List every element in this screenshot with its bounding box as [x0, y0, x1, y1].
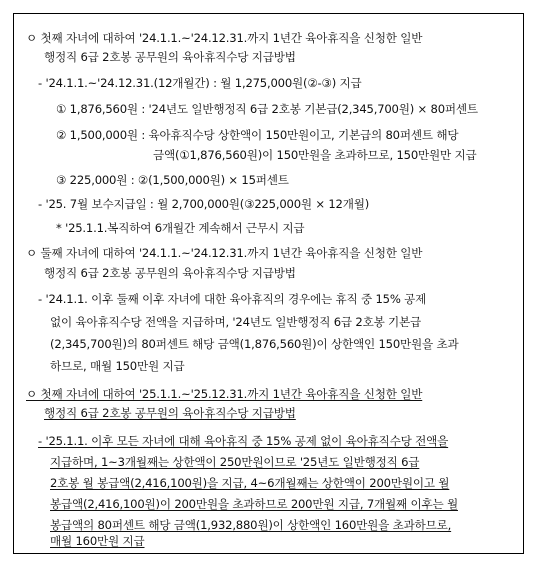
section-3-item-2: 지급하며, 1~3개월째는 상한액이 250만원이므로 '25년도 일반행정직 6급 — [50, 455, 420, 469]
section-2-item-2: 없이 육아휴직수당 전액을 지급하며, '24년도 일반행정직 6급 2호봉 기본급 — [50, 315, 422, 329]
section-1-item-3: ② 1,500,000원 : 육아휴직수당 상한액이 150만원이고, 기본급의 80퍼센트 해당 — [56, 128, 459, 142]
notice-box — [13, 13, 524, 554]
section-3-item-6: 매월 160만원 지급 — [50, 534, 145, 548]
section-1-item-2: ① 1,876,560원 : '24년도 일반행정직 6급 2호봉 기본급(2,345,700원) × 80퍼센트 — [56, 102, 478, 116]
section-3-item-3: 2호봉 월 봉급액(2,416,100원)을 지급, 4~6개월째는 상한액이 200만원이고 월 — [50, 476, 450, 490]
section-3-item-5: 봉급액의 80퍼센트 해당 금액(1,932,880원)이 상한액인 160만원을 초과하므로, — [50, 518, 452, 532]
section-1-heading-line-1: ㅇ 첫째 자녀에 대하여 '24.1.1.~'24.12.31.까지 1년간 육아휴직을 신청한 일반 — [26, 31, 423, 45]
section-1-item-6: * '25.1.1.복직하여 6개월간 계속해서 근무시 지급 — [56, 221, 305, 235]
section-3-heading-line-2: 행정직 6급 2호봉 공무원의 육아휴직수당 지급방법 — [44, 406, 296, 420]
section-2-item-4: 하므로, 매월 150만원 지급 — [50, 359, 185, 373]
section-1-item-5: - '25. 7월 보수지급일 : 월 2,700,000원(③225,000원 × 12개월) — [38, 197, 370, 211]
section-1-item-4: ③ 225,000원 : ②(1,500,000원) × 15퍼센트 — [56, 173, 289, 187]
section-3-item-1: - '25.1.1. 이후 모든 자녀에 대해 육아휴직 중 15% 공제 없이 육아휴직수당 전액을 — [38, 434, 449, 448]
section-2-heading-line-2: 행정직 6급 2호봉 공무원의 육아휴직수당 지급방법 — [44, 266, 296, 280]
section-1-item-3-cont: 금액(①1,876,560원)이 150만원을 초과하므로, 150만원만 지급 — [153, 148, 477, 162]
section-2-heading-line-1: ㅇ 둘째 자녀에 대하여 '24.1.1.~'24.12.31.까지 1년간 육아휴직을 신청한 일반 — [26, 246, 423, 260]
section-2-item-3: (2,345,700원)의 80퍼센트 해당 금액(1,876,560원)이 상한액인 150만원을 초과 — [50, 337, 459, 351]
section-2-item-1: - '24.1.1. 이후 둘째 이후 자녀에 대한 육아휴직의 경우에는 휴직 중 15% 공제 — [38, 292, 427, 306]
section-1-heading-line-2: 행정직 6급 2호봉 공무원의 육아휴직수당 지급방법 — [44, 50, 296, 64]
section-3-heading-line-1: ㅇ 첫째 자녀에 대하여 '25.1.1.~'25.12.31.까지 1년간 육아휴직을 신청한 일반 — [26, 387, 423, 401]
section-3-item-4: 봉급액(2,416,100원)이 200만원을 초과하므로 200만원 지급, 7개월째 이후는 월 — [50, 497, 458, 511]
section-1-item-1: - '24.1.1.~'24.12.31.(12개월간) : 월 1,275,000원(②-③) 지급 — [38, 76, 362, 90]
